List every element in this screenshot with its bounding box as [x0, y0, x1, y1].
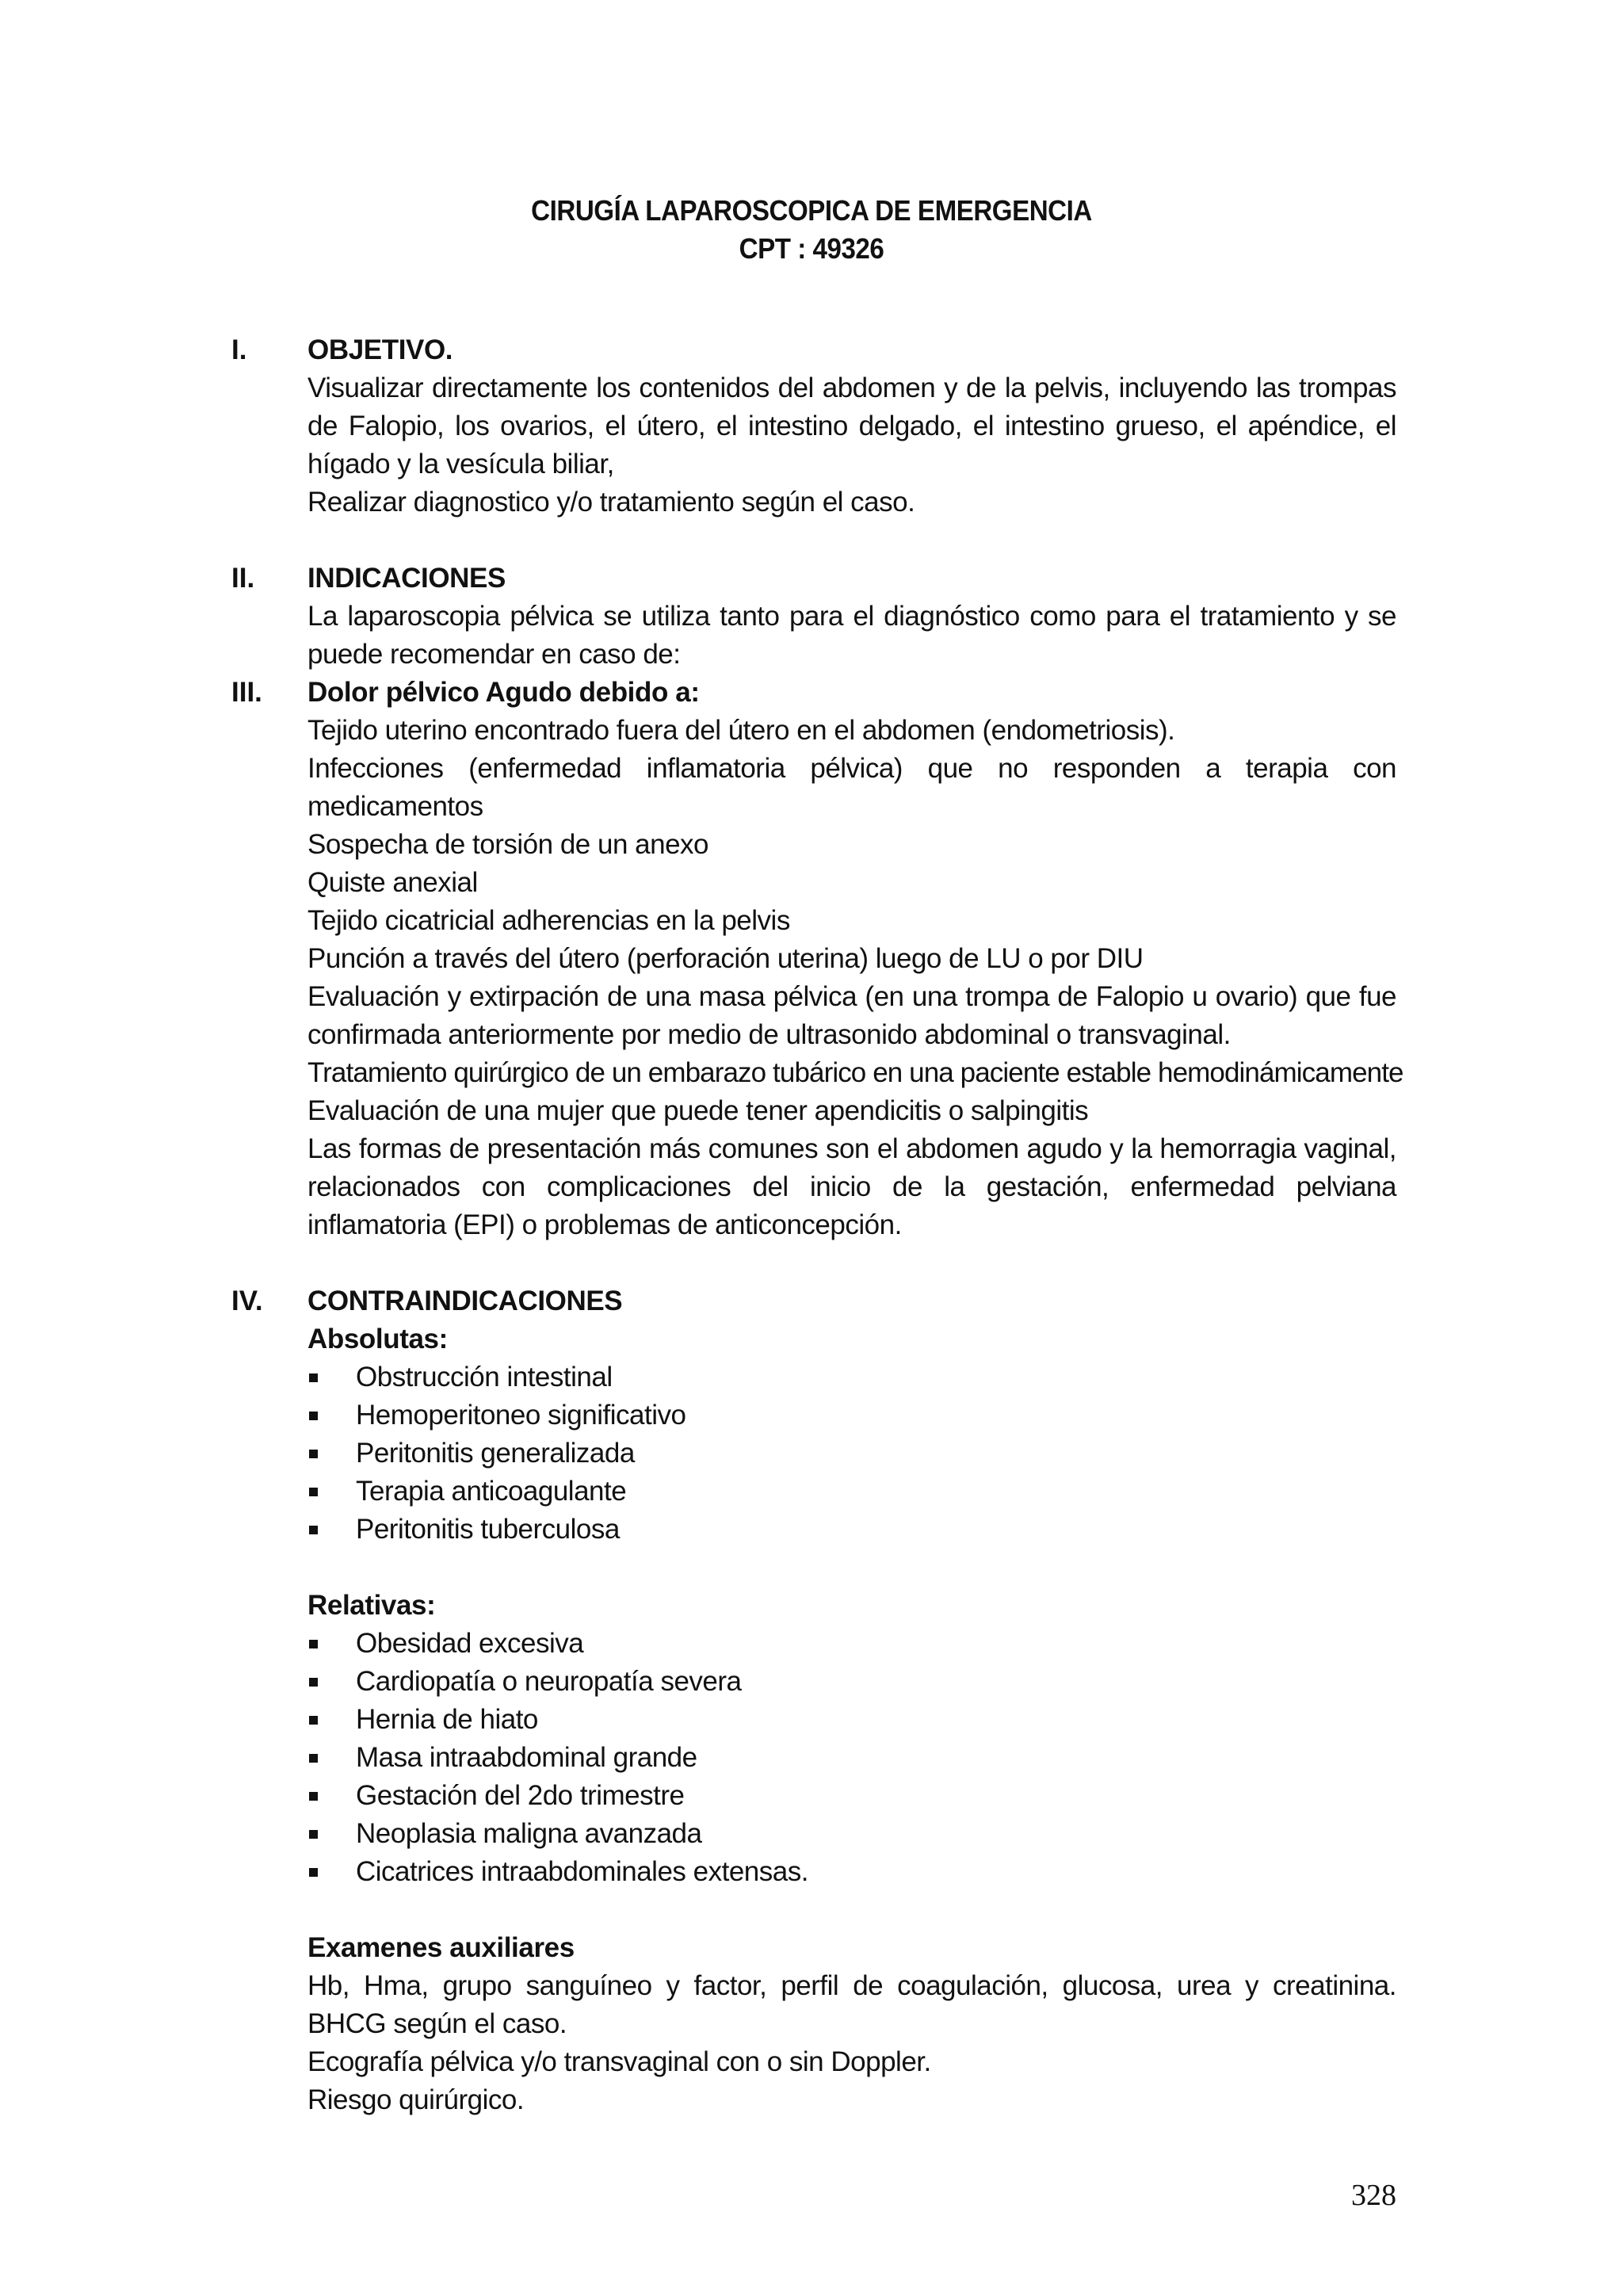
section-number: II. [231, 563, 255, 594]
square-bullet-icon [309, 1526, 318, 1534]
list-item-text: Hernia de hiato [356, 1704, 538, 1735]
section-heading: INDICACIONES [307, 563, 506, 594]
list-item-text: Neoplasia maligna avanzada [356, 1818, 702, 1849]
section-number: III. [231, 677, 262, 708]
paragraph: Sospecha de torsión de un anexo [307, 829, 708, 860]
paragraph: Las formas de presentación más comunes son el abdomen agudo y la hemorragia vaginal, relacionados con complicaciones del inicio de la gestación, enfermedad pelviana inflamatoria (EPI) o problemas de anticoncepción. [307, 1133, 1396, 1240]
relativas-heading: Relativas: [307, 1590, 436, 1621]
absolutas-heading: Absolutas: [307, 1324, 448, 1354]
list-item [307, 1777, 1396, 1815]
paragraph: Realizar diagnostico y/o tratamiento según el caso. [307, 487, 915, 518]
list-item-text: Peritonitis tuberculosa [356, 1514, 620, 1545]
list-item [307, 1358, 1396, 1396]
square-bullet-icon [309, 1792, 318, 1801]
list-item [307, 1701, 1396, 1739]
page-number: 328 [1351, 2179, 1396, 2212]
paragraph: Evaluación y extirpación de una masa pélvica (en una trompa de Falopio u ovario) que fue confirmada anteriormente por medio de ultrasonido abdominal o transvaginal. [307, 981, 1396, 1050]
section-indicaciones [0, 560, 1623, 674]
list-item [307, 1625, 1396, 1663]
square-bullet-icon [309, 1678, 318, 1687]
paragraph: Quiste anexial [307, 867, 478, 898]
square-bullet-icon [309, 1830, 318, 1839]
relativas-list [307, 1625, 1396, 1891]
paragraph: Evaluación de una mujer que puede tener apendicitis o salpingitis [307, 1095, 1089, 1126]
paragraph: Infecciones (enfermedad inflamatoria pélvica) que no responden a terapia con medicamentos [307, 753, 1396, 822]
square-bullet-icon [309, 1716, 318, 1725]
list-item-text: Gestación del 2do trimestre [356, 1780, 685, 1811]
section-number: IV. [231, 1286, 263, 1316]
document-code: CPT : 49326 [739, 232, 884, 265]
list-item-text: Obesidad excesiva [356, 1628, 584, 1659]
paragraph: Riesgo quirúrgico. [307, 2084, 525, 2115]
square-bullet-icon [309, 1373, 318, 1382]
paragraph: Ecografía pélvica y/o transvaginal con o sin Doppler. [307, 2046, 931, 2077]
list-item-text: Peritonitis generalizada [356, 1438, 635, 1469]
paragraph: Tratamiento quirúrgico de un embarazo tubárico en una paciente estable hemodinámicamente [307, 1057, 1403, 1088]
square-bullet-icon [309, 1412, 318, 1420]
examenes-heading: Examenes auxiliares [307, 1932, 575, 1963]
section-objetivo [0, 331, 1623, 521]
spacer [307, 1549, 1396, 1587]
paragraph: Visualizar directamente los contenidos del abdomen y de la pelvis, incluyendo las trompas de Falopio, los ovarios, el útero, el intestino delgado, el intestino grueso, el apéndice, el hígado y la vesícula biliar, [307, 372, 1396, 479]
square-bullet-icon [309, 1754, 318, 1763]
list-item-text: Obstrucción intestinal [356, 1362, 613, 1392]
paragraph: La laparoscopia pélvica se utiliza tanto para el diagnóstico como para el tratamiento y se puede recomendar en caso de: [307, 601, 1396, 670]
section-body [307, 674, 1403, 1244]
list-item [307, 1663, 1396, 1701]
section-heading: OBJETIVO. [307, 334, 453, 365]
list-item-text: Hemoperitoneo significativo [356, 1400, 686, 1431]
document-body [0, 331, 1623, 2119]
square-bullet-icon [309, 1868, 318, 1877]
paragraph: Tejido uterino encontrado fuera del útero en el abdomen (endometriosis). [307, 715, 1175, 746]
section-heading: CONTRAINDICACIONES [307, 1286, 623, 1316]
list-item [307, 1473, 1396, 1511]
section-body [307, 1282, 1396, 2119]
list-item-text: Cardiopatía o neuropatía severa [356, 1666, 742, 1697]
list-item [307, 1739, 1396, 1777]
section-contraindicaciones [0, 1282, 1623, 2119]
section-number: I. [231, 334, 247, 365]
section-body [307, 560, 1396, 674]
list-item-text: Terapia anticoagulante [356, 1476, 627, 1507]
list-item [307, 1435, 1396, 1473]
spacer [0, 1244, 1623, 1282]
spacer [307, 1891, 1396, 1929]
list-item [307, 1511, 1396, 1549]
paragraph: Hb, Hma, grupo sanguíneo y factor, perfil de coagulación, glucosa, urea y creatinina. BHCG según el caso. [307, 1970, 1396, 2039]
section-heading: Dolor pélvico Agudo debido a: [307, 677, 700, 708]
title-block [0, 192, 1623, 268]
square-bullet-icon [309, 1450, 318, 1458]
document-title: CIRUGÍA LAPAROSCOPICA DE EMERGENCIA [531, 194, 1092, 227]
paragraph: Punción a través del útero (perforación uterina) luego de LU o por DIU [307, 943, 1144, 974]
list-item [307, 1853, 1396, 1891]
list-item-text: Masa intraabdominal grande [356, 1742, 697, 1773]
square-bullet-icon [309, 1488, 318, 1496]
square-bullet-icon [309, 1640, 318, 1648]
section-dolor-pelvico [0, 674, 1623, 1244]
section-body [307, 331, 1396, 521]
paragraph: Tejido cicatricial adherencias en la pelvis [307, 905, 790, 936]
absolutas-list [307, 1358, 1396, 1549]
list-item-text: Cicatrices intraabdominales extensas. [356, 1856, 808, 1887]
list-item [307, 1815, 1396, 1853]
list-item [307, 1396, 1396, 1435]
spacer [0, 521, 1623, 560]
